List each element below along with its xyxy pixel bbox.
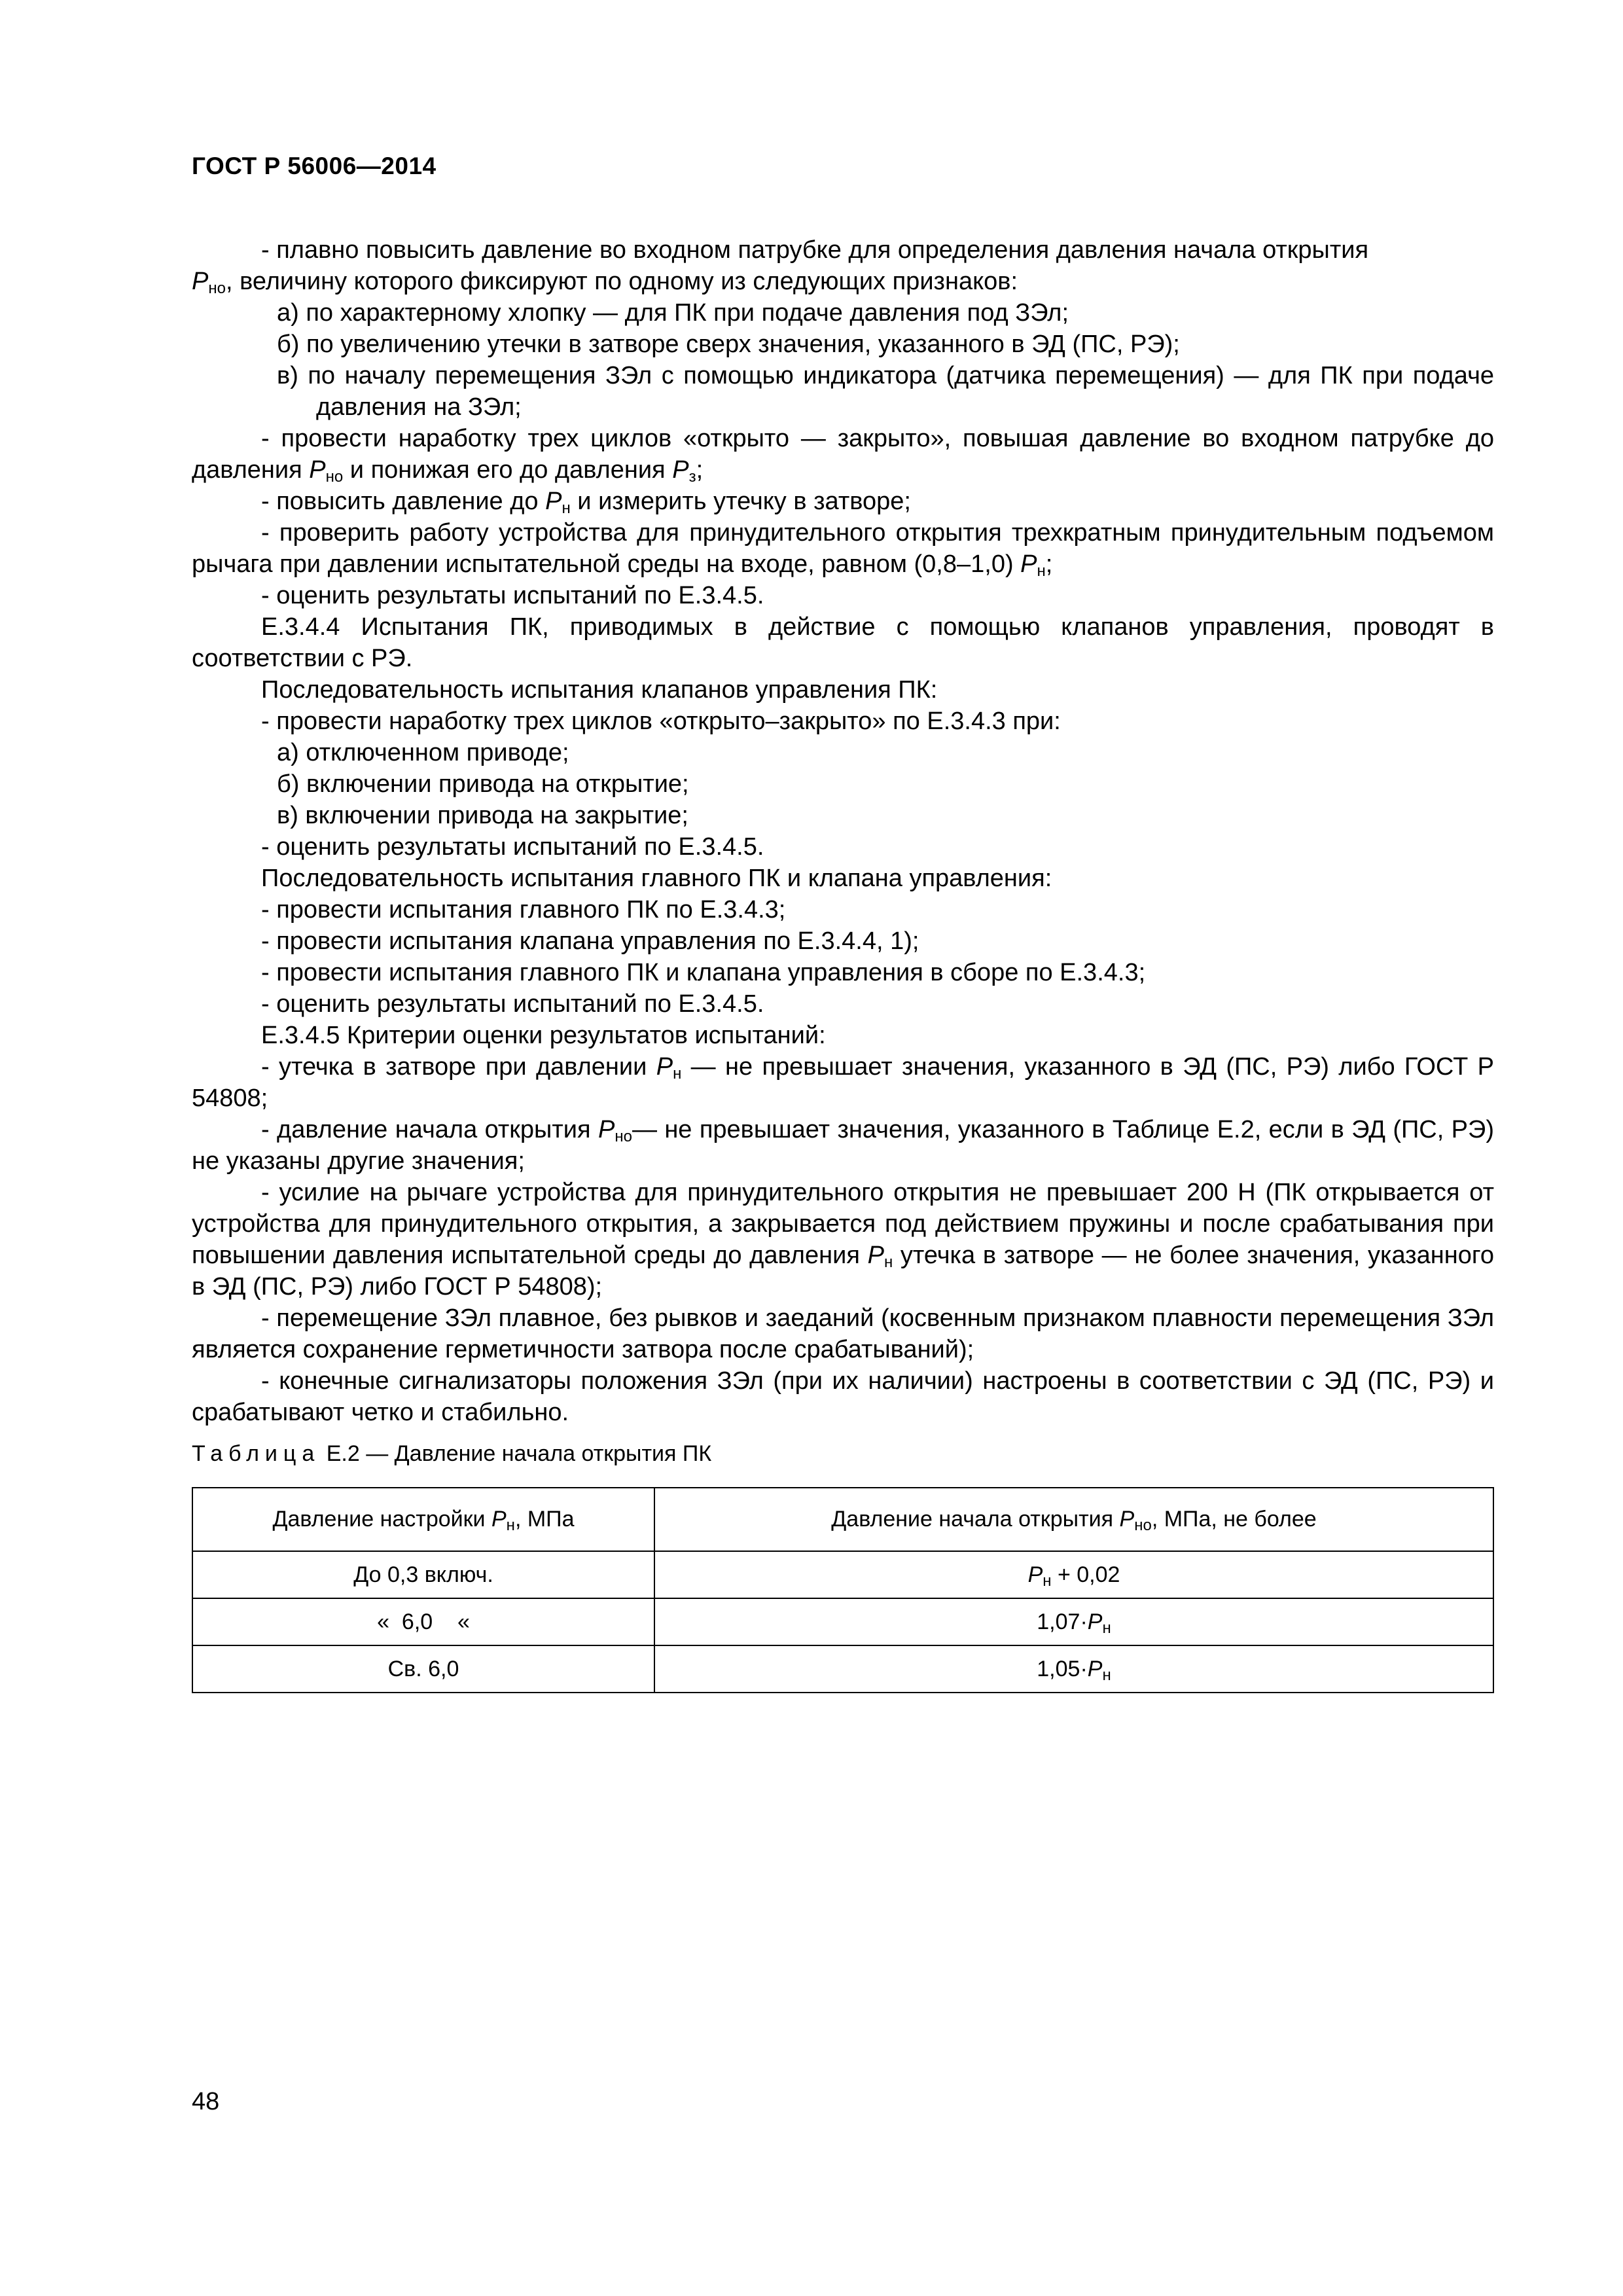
paragraph: - провести испытания главного ПК по Е.3.4.3; xyxy=(261,896,786,924)
paragraph: - провести испытания клапана управления по Е.3.4.4, 1); xyxy=(261,927,919,955)
column-header: Давление начала открытия $P_{но}$, МПа, не более xyxy=(654,1488,1493,1551)
table-row xyxy=(192,1598,1493,1645)
document-code-header: ГОСТ Р 56006—2014 xyxy=(192,152,437,179)
table-caption: Таблица Е.2 — Давление начала открытия ПК xyxy=(192,1441,712,1466)
list-item: а) отключенном приводе; xyxy=(277,739,569,766)
paragraph: - перемещение ЗЭл плавное, без рывков и заеданий (косвенным признаком плавности перемещения ЗЭл является сохранение герметичности затвора после срабатываний); xyxy=(192,1304,1494,1363)
page-number: 48 xyxy=(192,2088,220,2115)
paragraph: - утечка в затворе при давлении $P_н$ — не превышает значения, указанного в ЭД (ПС, РЭ) либо ГОСТ Р 54808; xyxy=(192,1053,1494,1112)
table-cell: Св. 6,0 xyxy=(192,1645,654,1693)
paragraph: - оценить результаты испытаний по Е.3.4.5. xyxy=(261,582,764,609)
table-cell: До 0,3 включ. xyxy=(192,1551,654,1598)
paragraph: - оценить результаты испытаний по Е.3.4.5. xyxy=(261,833,764,861)
section-paragraph: Е.3.4.5 Критерии оценки результатов испытаний: xyxy=(261,1022,826,1049)
body-text xyxy=(192,234,1494,1428)
paragraph: - провести наработку трех циклов «открыто–закрыто» по Е.3.4.3 при: xyxy=(261,708,1061,735)
paragraph: - оценить результаты испытаний по Е.3.4.5. xyxy=(261,990,764,1018)
paragraph: - давление начала открытия $P_{но}—$ не превышает значения, указанного в Таблице Е.2, если в ЭД (ПС, РЭ) не указаны другие значения; xyxy=(192,1116,1494,1175)
paragraph: - провести испытания главного ПК и клапана управления в сборе по Е.3.4.3; xyxy=(261,959,1146,986)
pressure-table xyxy=(192,1487,1494,1693)
list-item: б) включении привода на открытие; xyxy=(277,770,689,798)
paragraph: - проверить работу устройства для принудительного открытия трехкратным принудительным подъемом рычага при давлении испытательной среды на входе, равном (0,8–1,0) $P_н$; xyxy=(192,519,1494,580)
table-row xyxy=(192,1551,1493,1598)
list-item: а) по характерному хлопку — для ПК при подаче давления под ЗЭл; xyxy=(277,299,1069,327)
table-cell: $1,05\cdot P_н$ xyxy=(654,1645,1493,1693)
list-item: в) по началу перемещения ЗЭл с помощью индикатора (датчика перемещения) — для ПК при подаче давления на ЗЭл; xyxy=(277,362,1494,421)
table-header-row xyxy=(192,1488,1493,1551)
paragraph: - провести наработку трех циклов «открыто — закрыто», повышая давление во входном патрубке до давления $P_{но}$ и понижая его до давления $P_з$; xyxy=(192,425,1494,486)
list-item: в) включении привода на закрытие; xyxy=(277,802,688,829)
paragraph: - конечные сигнализаторы положения ЗЭл (при их наличии) настроены в соответствии с ЭД (ПС, РЭ) и срабатывают четко и стабильно. xyxy=(192,1367,1494,1426)
paragraph: - усилие на рычаге устройства для принудительного открытия не превышает 200 Н (ПК открывается от устройства для принудительного открытия, а закрывается под действием пружины и после срабатывания при повышении давления испытательной среды до давления $P_н$ утечка в затворе — не более значения, указанного в ЭД (ПС, РЭ) либо ГОСТ Р 54808); xyxy=(192,1179,1494,1300)
paragraph: Последовательность испытания главного ПК и клапана управления: xyxy=(261,865,1052,892)
table-cell: $P_н + 0,02$ xyxy=(654,1551,1493,1598)
paragraph: - плавно повысить давление во входном патрубке для определения давления начала открытия $P_{но}$, величину которого фиксируют по одному из следующих признаков: xyxy=(192,236,1369,297)
table-cell: « 6,0 « xyxy=(192,1598,654,1645)
table-row xyxy=(192,1645,1493,1693)
list-item: б) по увеличению утечки в затворе сверх значения, указанного в ЭД (ПС, РЭ); xyxy=(277,331,1180,358)
table-cell: $1,07\cdot P_н$ xyxy=(654,1598,1493,1645)
paragraph: Последовательность испытания клапанов управления ПК: xyxy=(261,676,938,704)
paragraph: - повысить давление до $P_н$ и измерить утечку в затворе; xyxy=(261,488,911,517)
section-paragraph: Е.3.4.4 Испытания ПК, приводимых в действие с помощью клапанов управления, проводят в соответствии с РЭ. xyxy=(192,613,1494,672)
column-header: Давление настройки $P_н$, МПа xyxy=(192,1488,654,1551)
